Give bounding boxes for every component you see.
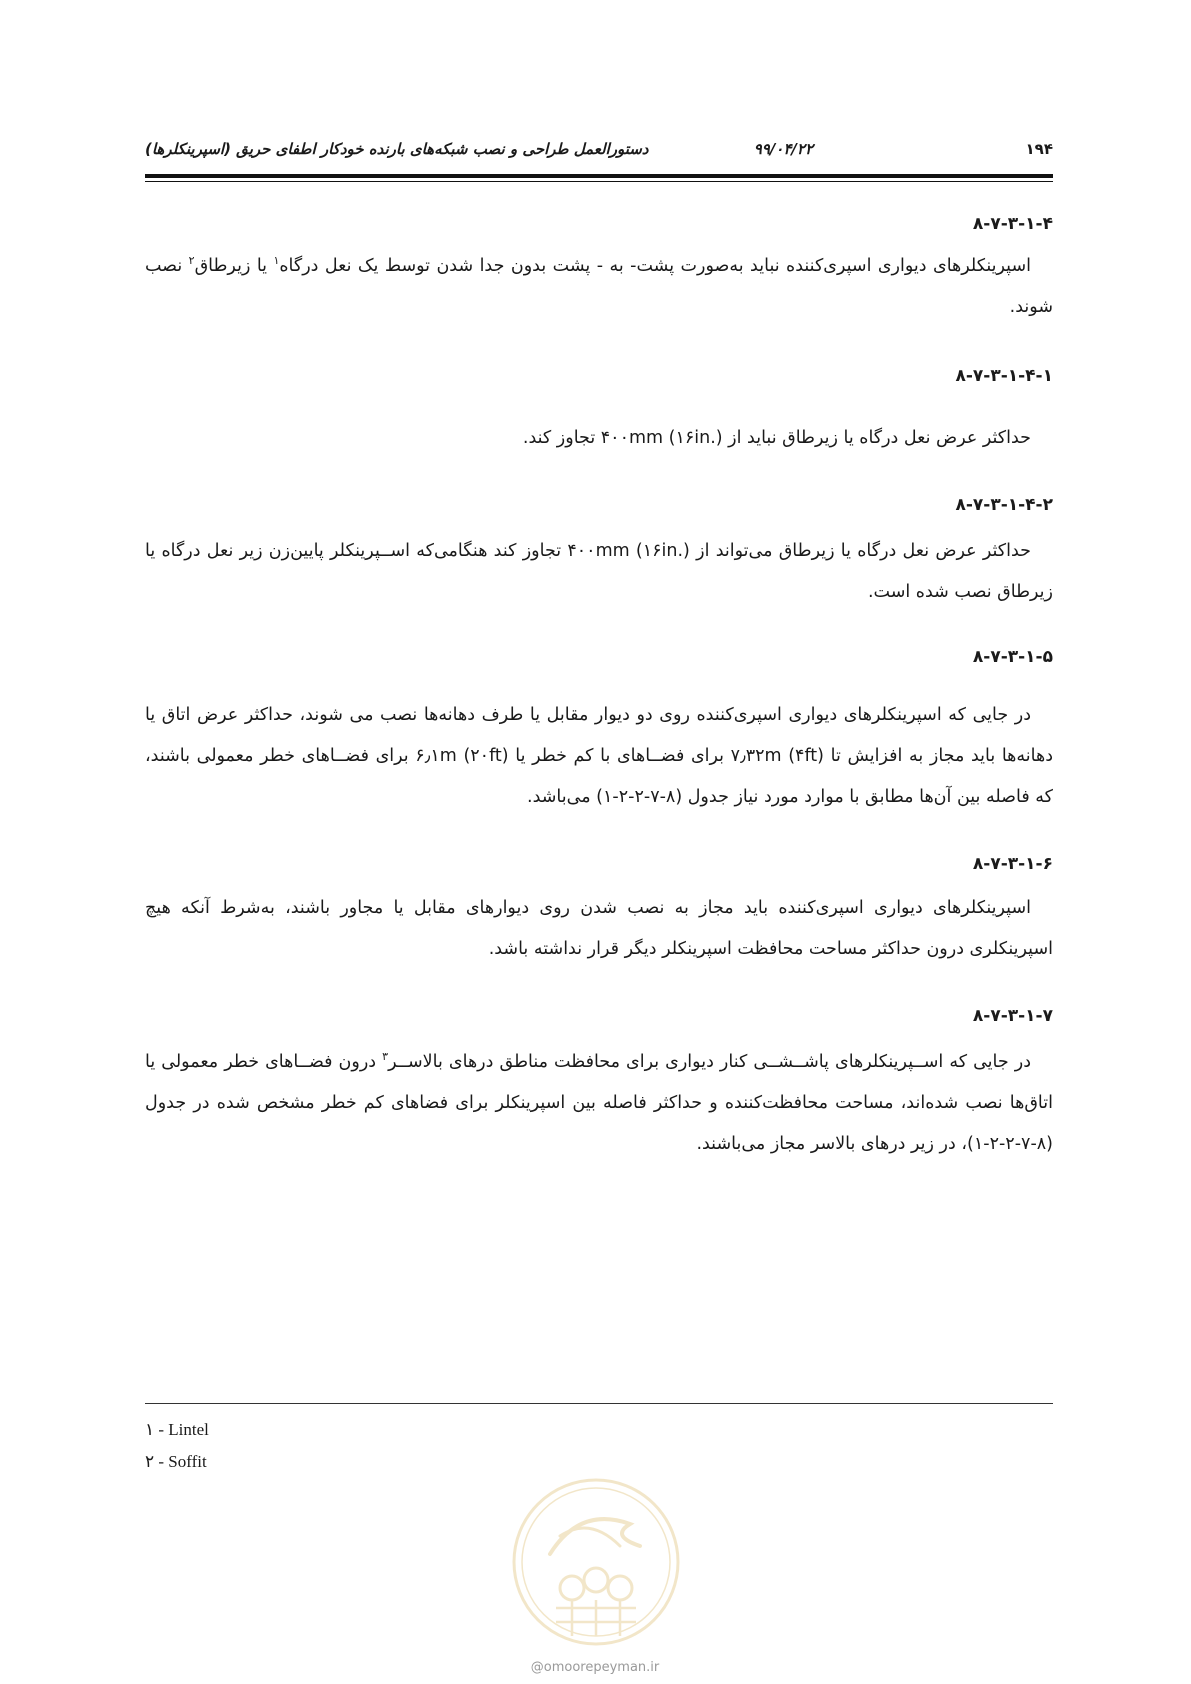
section-number: ۸-۷-۳-۱-۵: [972, 647, 1053, 667]
paragraph: حداکثر عرض نعل درگاه یا زیرطاق نباید از ۴۰۰mm (۱۶in.) تجاوز کند.: [522, 428, 1031, 448]
header-date: ۹۹/۰۴/۲۲: [753, 140, 813, 158]
paragraph: اسپرینکلرهای دیواری اسپری‌کننده نباید به‌صورت پشت- به - پشت بدون جدا شدن توسط یک نعل درگاه$^۱$ یا زیرطاق$^۲$ نصب شوند.: [145, 254, 1053, 317]
section-number: ۸-۷-۳-۱-۷: [972, 1006, 1053, 1026]
header-title: دستورالعمل طراحی و نصب شبکه‌های بارنده خودکار اطفای حریق (اسپرینکلرها): [145, 140, 649, 158]
section-number: ۸-۷-۳-۱-۶: [972, 854, 1053, 874]
footnote-ref[interactable]: ۳: [382, 1050, 389, 1064]
watermark-seal-icon: [510, 1476, 682, 1648]
paragraph: در جایی که اسپرینکلرهای دیواری اسپری‌کننده روی دو دیوار مقابل یا طرف دهانه‌ها نصب می شوند، حداکثر عرض اتاق یا دهانه‌ها باید مجاز به افزایش تا ۷٫۳۲m (۴ft) برای فضــاهای با کم خطر یا ۶٫۱m (۲۰ft) برای فضــاهای خطر معمولی باشند، که فاصله بین آن‌ها مطابق با موارد مورد نیاز جدول (۸-۷-۲-۲-۱) می‌باشد.: [145, 705, 1053, 807]
page-number: ۱۹۴: [1025, 140, 1053, 158]
watermark-url: @omoorepeyman.ir: [530, 1660, 660, 1675]
section-number: ۸-۷-۳-۱-۴-۱: [955, 366, 1053, 386]
footnote-separator: [145, 1403, 1053, 1404]
header-rule-thin: [145, 181, 1053, 182]
document-body: [145, 212, 1053, 1165]
paragraph: حداکثر عرض نعل درگاه یا زیرطاق می‌تواند از ۴۰۰mm (۱۶in.) تجاوز کند هنگامی‌که اســپرینکلر پایین‌زن زیر نعل درگاه یا زیرطاق نصب شده است.: [145, 541, 1053, 602]
footnotes: [145, 1414, 445, 1478]
footnote-ref[interactable]: ۱: [273, 254, 280, 268]
paragraph: در جایی که اســپرینکلرهای پاشــشــی کنار دیواری برای محافظت مناطق درهای بالاســر$^۳$ درون فضــاهای خطر معمولی یا اتاق‌ها نصب شده‌اند، مساحت محافظت‌کننده و حداکثر فاصله بین اسپرینکلر برای فضاهای کم خطر مشخص شده در جدول (۸-۷-۲-۲-۱)، در زیر درهای بالاسر مجاز می‌باشند.: [145, 1050, 1053, 1154]
page-header: [145, 134, 1053, 164]
paragraph: اسپرینکلرهای دیواری اسپری‌کننده باید مجاز به نصب شدن روی دیوارهای مقابل یا مجاور باشند، به‌شرط آنکه هیچ اسپرینکلری درون حداکثر مساحت محافظت اسپرینکلر دیگر قرار نداشته باشد.: [145, 898, 1053, 959]
footnote: ۱ - Lintel: [145, 1420, 209, 1439]
header-rule: [145, 174, 1053, 178]
footnote-ref[interactable]: ۲: [188, 254, 195, 268]
section-number: ۸-۷-۳-۱-۴-۲: [955, 495, 1053, 515]
footnote: ۲ - Soffit: [145, 1452, 207, 1471]
section-number: ۸-۷-۳-۱-۴: [972, 214, 1053, 234]
